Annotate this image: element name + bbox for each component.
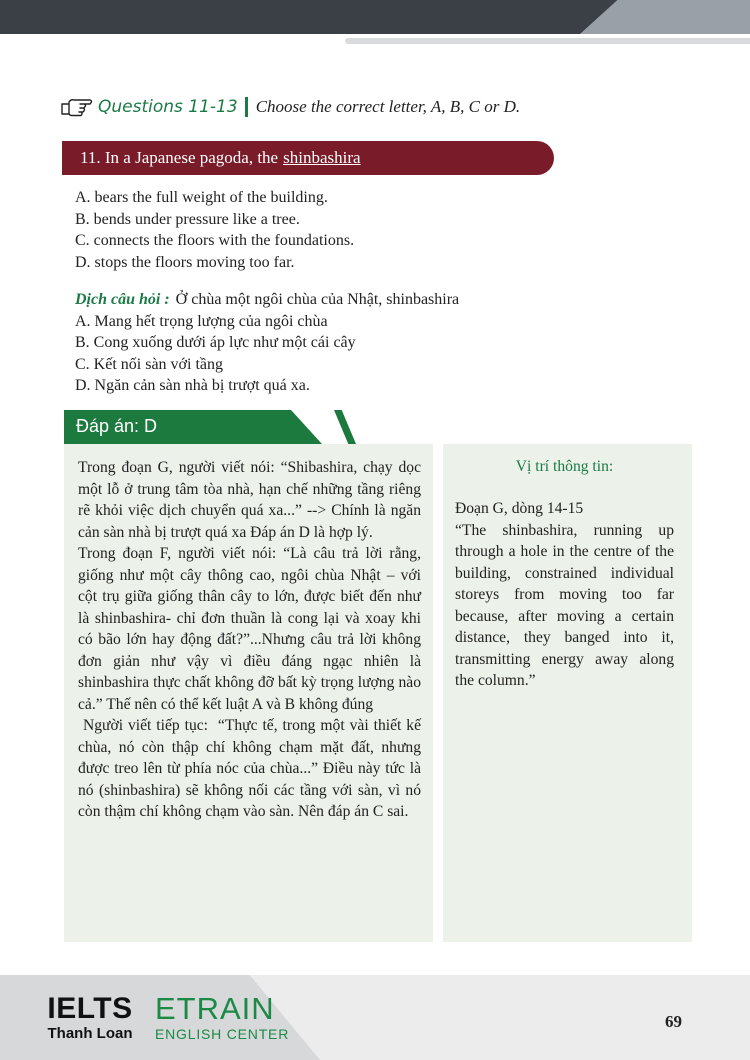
question-banner bbox=[62, 141, 554, 175]
logo-etrain-subtext: ENGLISH CENTER bbox=[155, 1026, 290, 1042]
translation-option-c: C. Kết nối sàn với tầng bbox=[75, 355, 223, 373]
ielts-thanh-loan-logo bbox=[45, 993, 135, 1043]
translation-option-b: B. Cong xuống dưới áp lực như một cái cây bbox=[75, 334, 356, 351]
translation-block bbox=[75, 289, 459, 397]
questions-range: Questions 11-13 bbox=[98, 97, 238, 117]
option-d: D. stops the floors moving too far. bbox=[75, 253, 295, 271]
logo-ielts-subtext: Thanh Loan bbox=[47, 1025, 133, 1042]
option-b: B. bends under pressure like a tree. bbox=[75, 210, 300, 228]
option-a: A. bears the full weight of the building. bbox=[75, 189, 328, 206]
page-number: 69 bbox=[665, 1012, 682, 1031]
answer-banner-stripe bbox=[334, 410, 356, 444]
question-text: 11. In a Japanese pagoda, the bbox=[80, 148, 279, 167]
question-term: shinbashira bbox=[283, 148, 361, 167]
option-c: C. connects the floors with the foundations. bbox=[75, 232, 355, 249]
questions-instruction: Choose the correct letter, A, B, C or D. bbox=[255, 97, 521, 116]
questions-header bbox=[60, 92, 520, 122]
top-divider bbox=[345, 38, 750, 44]
etrain-logo bbox=[155, 993, 289, 1043]
answer-options bbox=[75, 187, 354, 273]
translation-label: Dịch câu hỏi : bbox=[75, 291, 170, 308]
answer-label: Đáp án: D bbox=[76, 416, 158, 436]
translation-question: Ở chùa một ngôi chùa của Nhật, shinbashira bbox=[175, 291, 460, 308]
logo-etrain-text: ETRAIN bbox=[155, 991, 275, 1026]
header-separator bbox=[245, 97, 248, 117]
translation-question-line bbox=[75, 289, 459, 311]
location-quote: “The shinbashira, running up through a hole in the centre of the building, constrained individual storeys from moving too far because, after moving a certain distance, they banged into it, transmitting energy away along the column.” bbox=[455, 521, 674, 689]
logo-ielts-text: IELTS bbox=[47, 992, 133, 1025]
translation-option-a: A. Mang hết trọng lượng của ngôi chùa bbox=[75, 312, 328, 330]
location-title: Vị trí thông tin: bbox=[515, 458, 614, 475]
explanation-panel bbox=[64, 444, 433, 942]
explanation-paragraph-1: Trong đoạn G, người viết nói: “Shibashira, chạy dọc một lỗ ở trung tâm tòa nhà, hạn chế những tầng riêng rẽ khỏi việc dịch chuyển quá xa...” --> Chính là ngăn cản sàn nhà bị trượt quá xa Đáp án D là hợp lý. bbox=[78, 459, 421, 541]
location-ref: Đoạn G, dòng 14-15 bbox=[455, 500, 584, 517]
explanation-paragraph-2: Trong đoạn F, người viết nói: “Là câu trả lời rằng, giống như một cây thông cao, ngôi chùa Nhật – với cột trụ giữa giống thân cây to lớn, được biết đến như là shinbashira- chỉ đơn thuần là cong lại và xoay khi có bão lớn hay động đất?”...Nhưng câu trả lời không đơn giản như vậy vì điều đáng ngạc nhiên là shinbashira thực chất không đỡ bất kỳ trọng lượng nào cả.” Thế nên có thể kết luật A và B không đúng bbox=[78, 545, 421, 713]
location-panel bbox=[443, 444, 692, 942]
translation-option-d: D. Ngăn cản sàn nhà bị trượt quá xa. bbox=[75, 377, 310, 394]
answer-banner bbox=[64, 410, 354, 444]
pointing-hand-icon bbox=[60, 96, 94, 118]
explanation-paragraph-3: Người viết tiếp tục: “Thực tế, trong một vài thiết kế chùa, nó còn thập chí không chạm mặt đất, nhưng được treo lên từ phía nóc của chùa...” Điều này tức là nó (shinbashira) sẽ không nối các tầng với sàn, vì nó còn thậm chí không chạm vào sàn. Nên đáp án C sai. bbox=[78, 717, 425, 820]
